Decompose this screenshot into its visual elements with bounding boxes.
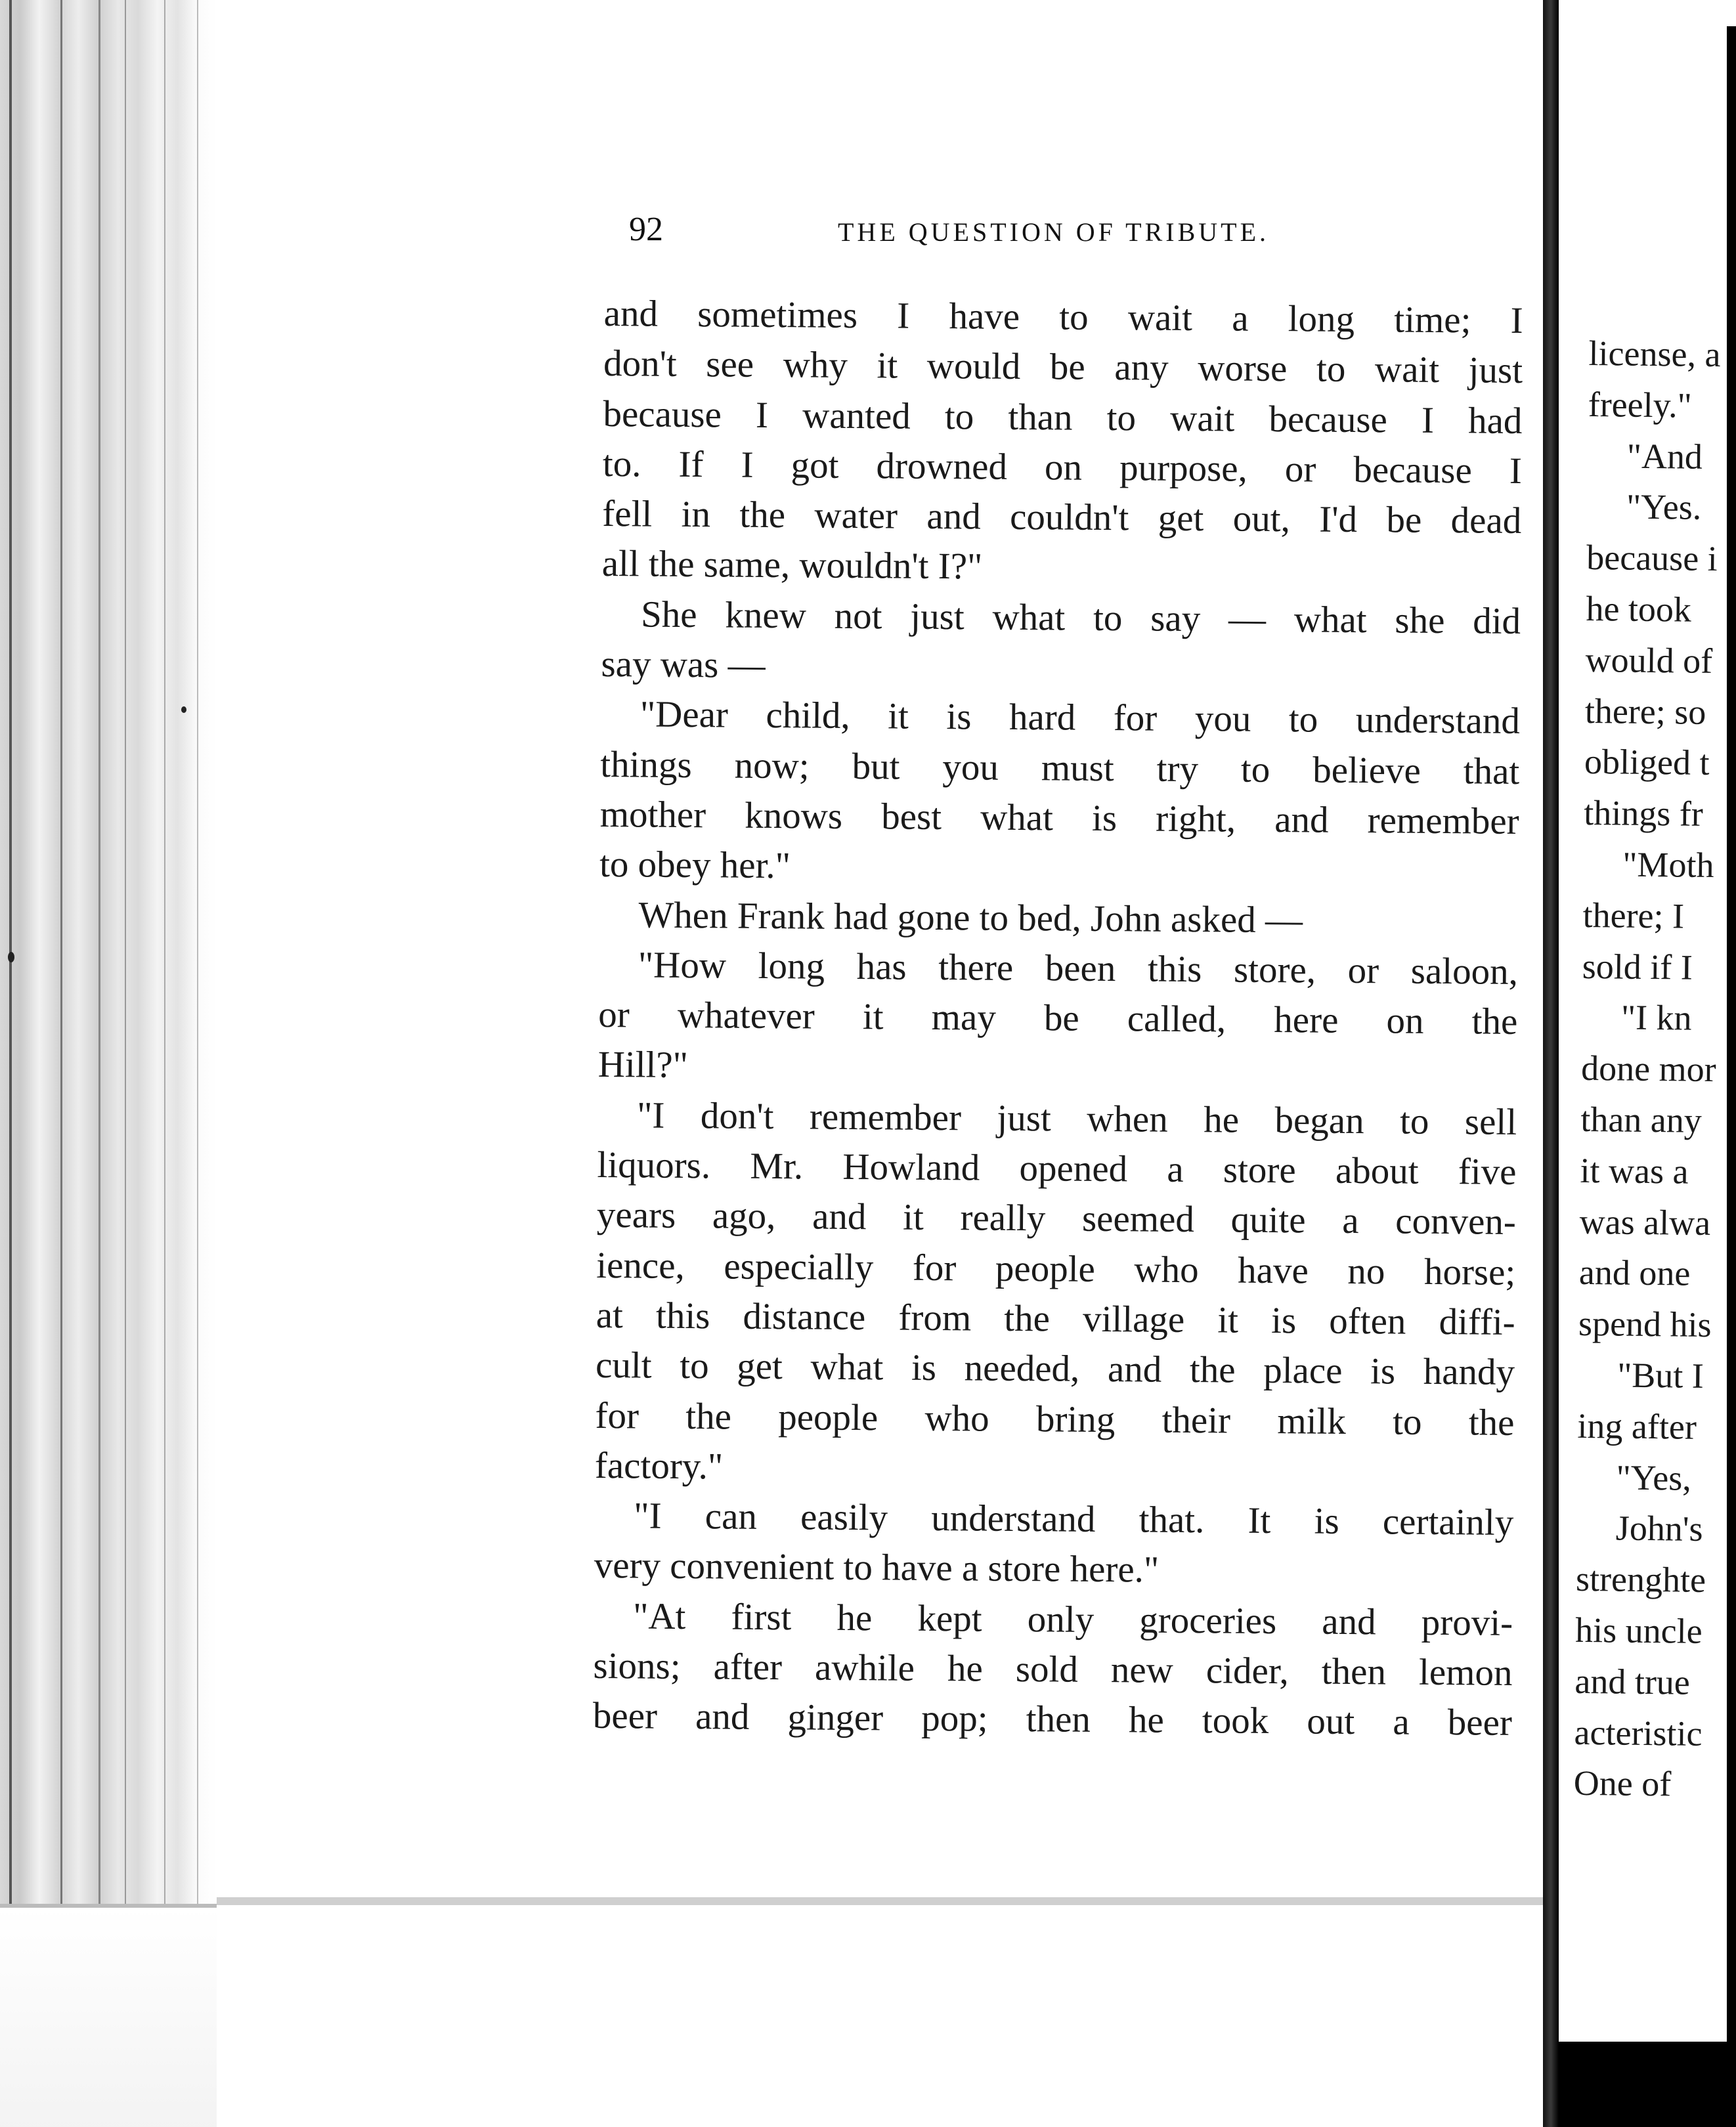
edge-line xyxy=(125,0,126,2127)
fragment-line: it was a xyxy=(1580,1150,1689,1192)
text-line: say was — xyxy=(601,643,766,687)
page-edges-bottom xyxy=(0,1904,236,2127)
text-line: all the same, wouldn't I?" xyxy=(601,543,983,588)
text-line: "I can easily understand that. It is certainly xyxy=(634,1495,1514,1544)
page-edges xyxy=(0,0,217,2127)
text-line: cult to get what is needed, and the place is handy xyxy=(595,1344,1515,1394)
fragment-line: "Moth xyxy=(1622,844,1714,886)
text-line: factory." xyxy=(594,1444,724,1488)
left-page-bottom-edge xyxy=(217,1897,1543,1905)
fragment-line: John's xyxy=(1615,1508,1703,1549)
book-gutter xyxy=(1543,0,1559,2127)
text-line: at this distance from the village it is often diffi- xyxy=(596,1294,1515,1343)
fragment-line: freely." xyxy=(1588,384,1693,425)
fragment-line: strenghte xyxy=(1575,1559,1706,1601)
text-line: don't see why it would be any worse to wait just xyxy=(603,343,1523,392)
fragment-line: he took xyxy=(1586,588,1692,630)
edge-line xyxy=(164,0,165,2127)
fragment-line: than any xyxy=(1580,1099,1703,1140)
page-number: 92 xyxy=(629,211,663,248)
fragment-line: One of xyxy=(1573,1763,1672,1804)
text-line: years ago, and it really seemed quite a conven- xyxy=(596,1194,1517,1243)
fragment-line: would of xyxy=(1585,639,1713,681)
text-line: sions; after awhile he sold new cider, then lemon xyxy=(593,1644,1513,1694)
fragment-line: and one xyxy=(1578,1253,1691,1294)
running-head-title: THE QUESTION OF TRIBUTE. xyxy=(838,217,1270,247)
left-page-text xyxy=(593,289,1523,1749)
scan-speck xyxy=(8,952,14,962)
text-line: "At first he kept only groceries and provi- xyxy=(632,1595,1513,1644)
fragment-line: his uncle xyxy=(1574,1610,1703,1651)
text-line: to obey her." xyxy=(599,844,791,887)
fragment-line: license, a xyxy=(1588,333,1721,375)
fragment-line: there; I xyxy=(1582,895,1685,936)
text-line: to. If I got drowned on purpose, or because I xyxy=(602,442,1523,492)
fragment-line: "But I xyxy=(1617,1355,1704,1396)
text-line: beer and ginger pop; then he took out a beer xyxy=(592,1695,1513,1744)
fragment-line: "Yes. xyxy=(1626,487,1702,528)
scan-speck xyxy=(181,706,186,713)
text-line: liquors. Mr. Howland opened a store about five xyxy=(597,1144,1517,1193)
fragment-line: "And xyxy=(1626,436,1703,477)
fragment-line: sold if I xyxy=(1582,946,1693,987)
fragment-line: there; so xyxy=(1584,691,1706,732)
edge-line xyxy=(197,0,198,2127)
fragment-line: done mor xyxy=(1580,1048,1716,1090)
right-frame-bottom xyxy=(1559,2042,1736,2127)
text-line: ience, especially for people who have no horse; xyxy=(596,1244,1516,1293)
text-line: "Dear child, it is hard for you to understand xyxy=(640,693,1521,742)
fragment-line: things fr xyxy=(1583,793,1704,834)
fragment-line: "I kn xyxy=(1620,997,1692,1039)
text-line: very convenient to have a store here." xyxy=(594,1545,1160,1591)
fragment-line: "Yes, xyxy=(1616,1457,1692,1498)
running-head xyxy=(629,210,1364,263)
text-line: When Frank had gone to bed, John asked — xyxy=(638,894,1303,941)
text-line: or whatever it may be called, here on the xyxy=(598,994,1518,1043)
text-line: things now; but you must try to believe that xyxy=(600,743,1520,792)
right-page-text-fragment xyxy=(1573,328,1736,1811)
fragment-line: acteristic xyxy=(1574,1712,1703,1753)
fragment-line: was alwa xyxy=(1579,1201,1711,1243)
fragment-line: because i xyxy=(1586,538,1718,579)
fragment-line: ing after xyxy=(1577,1406,1697,1447)
text-line: and sometimes I have to wait a long time; I xyxy=(603,292,1523,341)
text-line: "How long has there been this store, or saloon, xyxy=(638,944,1519,993)
edge-line xyxy=(60,0,62,2127)
edge-line xyxy=(9,0,12,2127)
fragment-line: spend his xyxy=(1578,1304,1712,1345)
fragment-line: and true xyxy=(1574,1661,1691,1702)
edge-line xyxy=(98,0,100,2127)
fragment-line: obliged t xyxy=(1584,742,1710,783)
text-line: for the people who bring their milk to the xyxy=(595,1394,1515,1444)
text-line: fell in the water and couldn't get out, I'd be dead xyxy=(602,493,1522,542)
text-line: because I wanted to than to wait because I had xyxy=(603,393,1523,442)
text-line: Hill?" xyxy=(597,1044,689,1086)
text-line: mother knows best what is right, and remember xyxy=(599,793,1519,842)
text-line: "I don't remember just when he began to sell xyxy=(636,1094,1517,1143)
text-line: She knew not just what to say — what she did xyxy=(640,593,1521,642)
